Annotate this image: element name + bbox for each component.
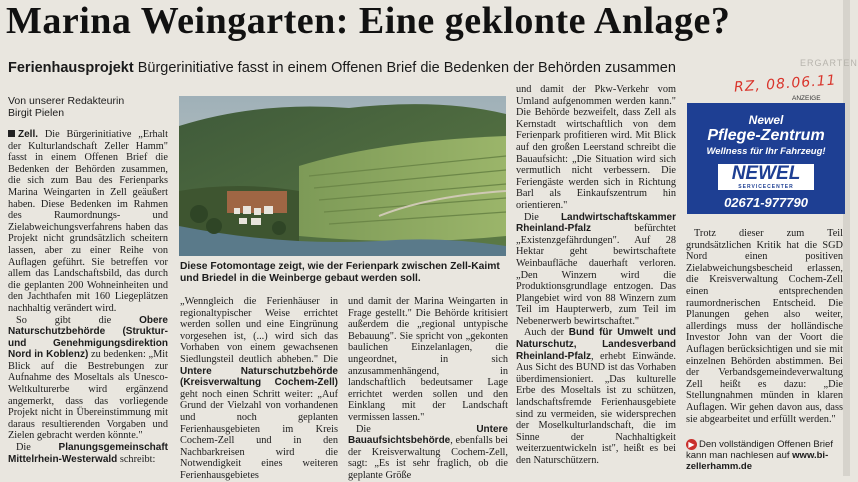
paragraph [686,228,843,425]
paragraph [348,424,508,482]
byline [8,95,168,119]
authority-name: Landwirtschaftskammer Rheinland-Pfalz [516,211,676,235]
paragraph [516,327,676,466]
vineyard-photo-image [179,96,506,256]
column-2 [180,296,338,481]
ad-phone: 02671-977790 [724,195,808,210]
paragraph-text: und damit der Pkw-Verkehr vom Umland aufgenommen werden kann." Die Behörde bezweifelt, dass Zell als Kernstadt wirtschaftlich von dem Ferienpark profitieren wird. Mit Blick auf den großen Leerstand schreibt die Bauaufsicht: „Die Situation wird sich vermutlich nicht verbessern. Die Feriengäste werden sich in Richtung Barl als Einkaufszentrum hin orientieren." [516,84,676,211]
column-4 [516,84,676,476]
paragraph-text: geht noch einen Schritt weiter: „Auf Grund der Vielzahl von vorhandenen und noch geplanten Ferienhausgebieten im Kreis Cochem-Zell und in den Nachbarkreisen wird die Notwendigkeit eines weiteren Ferienhausgebietes [180,388,338,481]
square-bullet-icon [8,130,15,137]
column-1 [8,95,168,476]
ad-line-3: Wellness für Ihr Fahrzeug! [706,146,826,157]
ad-line-1: Newel [748,113,784,127]
dateline: Zell. [18,129,39,140]
paragraph [8,315,168,443]
ad-label: ANZEIGE [792,95,821,102]
authority-name: Obere Naturschutzbehörde (Struktur- und Genehmigungsdirektion Nord in Koblenz) [8,314,168,361]
hint-text: Den vollständigen Offenen Brief kann man nachlesen auf [686,439,833,461]
paragraph-text: Trotz dieser zum Teil grundsätzlichen Kritik hat die SGD Nord einen positiven Zielabweichungsbescheid erlassen, die Kreisverwaltung Cochem-Zell einen entsprechenden raumordnerischen Entscheid. Die Planungen gehen also weiter, allerdings muss der holländische Investor John van der Voort die Auflagen berücksichtigen und sie mit einzelnen Behörden abstimmen. Bei der Verbandsgemeindeverwaltung Zell heißt es dazu: „Die Stellungnahmen münden in klaren Auflagen. Wir gehen davon aus, dass sie abgearbeitet und erfüllt werden." [686,228,843,425]
paragraph-text: Die Bürgerinitiative „Erhalt der Kulturlandschaft Zeller Hamm" fasst in einem Offenen Brief die Bedenken der Behörden zusammen, die sich zum Bau des Ferienparks Marina Weingarten in Zell geäußert haben. Diese Bedenken im Rahmen des Raumordnungs- und Zielabweichungsverfahrens haben das Projekt nicht grundsätzlich scheitern lassen, aber zu einer Reihe von Auflagen geführt. Sie betreffen vor allem das Landschaftsbild, das durch die geplanten 200 Wohneinheiten und den Jachthafen mit 160 Liegeplätzen nachhaltig verändert wird. [8,129,168,314]
paragraph [516,212,676,328]
paragraph [516,84,676,212]
logo-text: NEWEL [731,163,801,184]
paragraph-text: Die [524,211,561,223]
paragraph-text: befürchtet „Existenzgefährdungen". Auf 28 Hektar geht bewirtschaftete Weinbaufläche dauerhaft verloren. „Den Winzern wird die Produktionsgrundlage entzogen. Das Plangebiet wird von 88 Winzern zum Teil im Haupterwerb, zum Teil im Nebenerwerb bewirtschaftet." [516,223,676,327]
authority-name: Bund für Umwelt und Naturschutz, Landesverband Rheinland-Pfalz [516,327,676,362]
ad-line-2: Pflege-Zentrum [707,127,825,144]
hint-url-link[interactable]: www.bi-zellerhamm.de [686,450,829,472]
byline-line-1: Von unserer Redakteurin [8,95,125,107]
paragraph-text: schreibt: [117,453,156,465]
paragraph-text: Auch der [524,327,569,339]
paragraph [348,296,508,424]
subline-text: Bürgerinitiative fasst in einem Offenen Brief die Bedenken der Behörden zusammen [137,60,676,76]
column-5 [686,228,843,434]
photo-caption: Diese Fotomontage zeigt, wie der Ferienpark zwischen Zell-Kaimt und Briedel in die Weinberge gebaut werden soll. [180,261,500,284]
headline: Marina Weingarten: Eine geklonte Anlage? [6,0,731,42]
subline-kicker: Ferienhausprojekt [8,60,134,76]
paragraph-text: zu bedenken: „Mit Blick auf die Bestrebungen zur Aufnahme des Moseltals als Unesco-Weltkulturerbe wird ergänzend angemerkt, dass das vorliegende Projekt nicht in Übereinstimmung mit daraus resultierenden Vorgaben und Zielen gebracht werden könnte." [8,349,168,442]
paragraph-text: So gibt die [16,314,140,326]
logo-subtext: SERVICECENTER [738,184,794,190]
page-edge [843,0,850,476]
photo-montage [179,96,506,256]
subline [8,60,676,76]
paragraph-text: „Wenngleich die Ferienhäuser in regionaltypischer Weise errichtet werden sollen und eine Eingrünung vorgesehen ist, (...) wird sich das Vorhaben von einem gewachsenen Siedlungsteil deutlich abheben." Die [180,296,338,365]
faded-edge-text: ERGARTEN [800,58,858,68]
paragraph-text: Die [16,442,59,454]
paragraph-text: , ebenfalls bei der Kreisverwaltung Cochem-Zell, sagt: „Es ist sehr fraglich, ob die geplante Größe [348,435,508,481]
paragraph-text: und damit der Marina Weingarten in Frage gestellt." Die Behörde kritisiert außerdem die „regional untypische Bebauung". Sie spricht von „gekonten baulichen Einzelanlagen, die ungeordnet, in sich anzusammenhängend, in landschaftlich bedeutsamer Lage errichtet werden sollen und den Einklang mit der Landschaft vermissen lassen." [348,296,508,423]
arrow-right-icon: ▶ [686,439,697,450]
byline-line-2: Birgit Pielen [8,107,65,119]
advertisement[interactable] [687,103,845,214]
paragraph-text: Die [356,423,477,435]
paragraph [180,296,338,482]
date-stamp: RZ, 08.06.11 [733,72,837,96]
paragraph [8,442,168,465]
paragraph [8,129,168,315]
authority-name: Untere Bauaufsichtsbehörde [348,423,508,447]
web-hint [686,439,851,472]
paragraph-text: , erhebt Einwände. Aus Sicht des BUND ist das Vorhaben überdimensioniert. „Das kulturelle Erbe des Moseltals ist zu schützen, landschaftsfremde Ferienhausgebiete sind zu vermeiden, sie widersprechen der Moselkulturlandschaft, die im Sinne der Nachhaltigkeit weiterzuentwickeln ist", heißt es bei den Naturschützern. [516,350,676,466]
authority-name: Untere Naturschutzbehörde (Kreisverwaltung Cochem-Zell) [180,365,338,389]
newel-logo [718,164,814,190]
authority-name: Planungsgemeinschaft Mittelrhein-Westerwald [8,442,168,465]
column-3 [348,296,508,481]
